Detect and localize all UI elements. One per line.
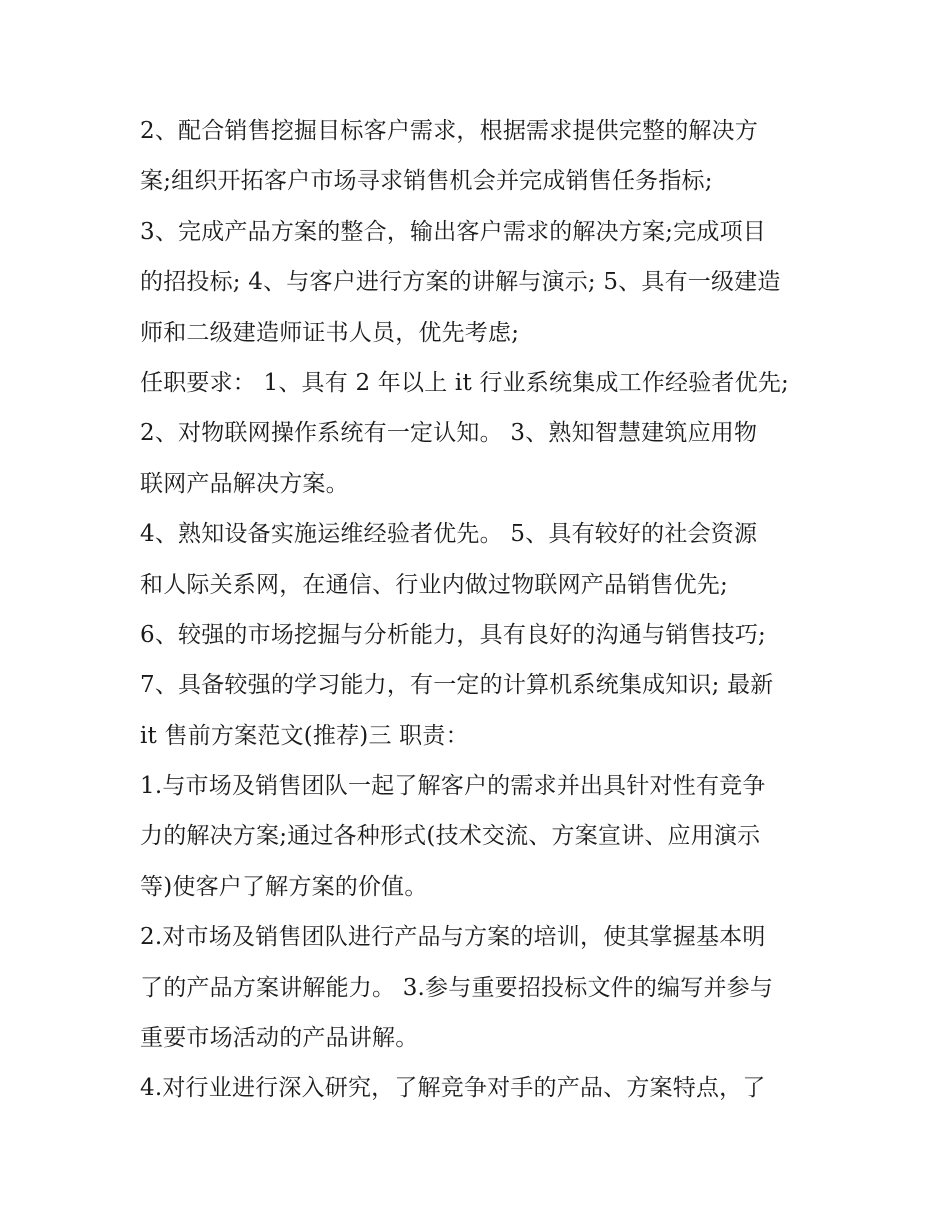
text-line: it 售前方案范文(推荐)三 职责：: [140, 722, 469, 749]
text-line: 7、具备较强的学习能力，有一定的计算机系统集成知识; 最新: [140, 672, 774, 699]
text-line: 3、完成产品方案的整合，输出客户需求的解决方案;完成项目: [140, 218, 766, 245]
text-line: 2、配合销售挖掘目标客户需求，根据需求提供完整的解决方: [140, 118, 759, 144]
text-line: 案;组织开拓客户市场寻求销售机会并完成销售任务指标;: [140, 168, 713, 195]
text-line: 4、熟知设备实施运维经验者优先。 5、具有较好的社会资源: [140, 521, 758, 548]
text-line: 任职要求： 1、具有 2 年以上 it 行业系统集成工作经验者优先;: [140, 369, 789, 396]
text-line: 和人际关系网，在通信、行业内做过物联网产品销售优先;: [140, 571, 728, 598]
text-line: 力的解决方案;通过各种形式(技术交流、方案宣讲、应用演示: [140, 823, 761, 850]
document-body: [140, 106, 820, 1114]
text-line: 联网产品解决方案。: [140, 470, 349, 497]
text-line: 2.对市场及销售团队进行产品与方案的培训，使其掌握基本明: [140, 924, 766, 951]
text-line: 师和二级建造师证书人员，优先考虑;: [140, 319, 520, 346]
text-line: 的招投标; 4、与客户进行方案的讲解与演示; 5、具有一级建造: [140, 269, 781, 296]
text-line: 6、较强的市场挖掘与分析能力，具有良好的沟通与销售技巧;: [140, 621, 766, 648]
text-line: 1.与市场及销售团队一起了解客户的需求并出具针对性有竞争: [140, 773, 766, 800]
text-line: 重要市场活动的产品讲解。: [140, 1025, 419, 1052]
text-line: 4.对行业进行深入研究，了解竞争对手的产品、方案特点，了: [140, 1075, 766, 1102]
text-line: 等)使客户了解方案的价值。: [140, 873, 428, 900]
text-line: 了的产品方案讲解能力。 3.参与重要招投标文件的编写并参与: [140, 974, 774, 1001]
text-line: 2、对物联网操作系统有一定认知。 3、熟知智慧建筑应用物: [140, 420, 758, 447]
